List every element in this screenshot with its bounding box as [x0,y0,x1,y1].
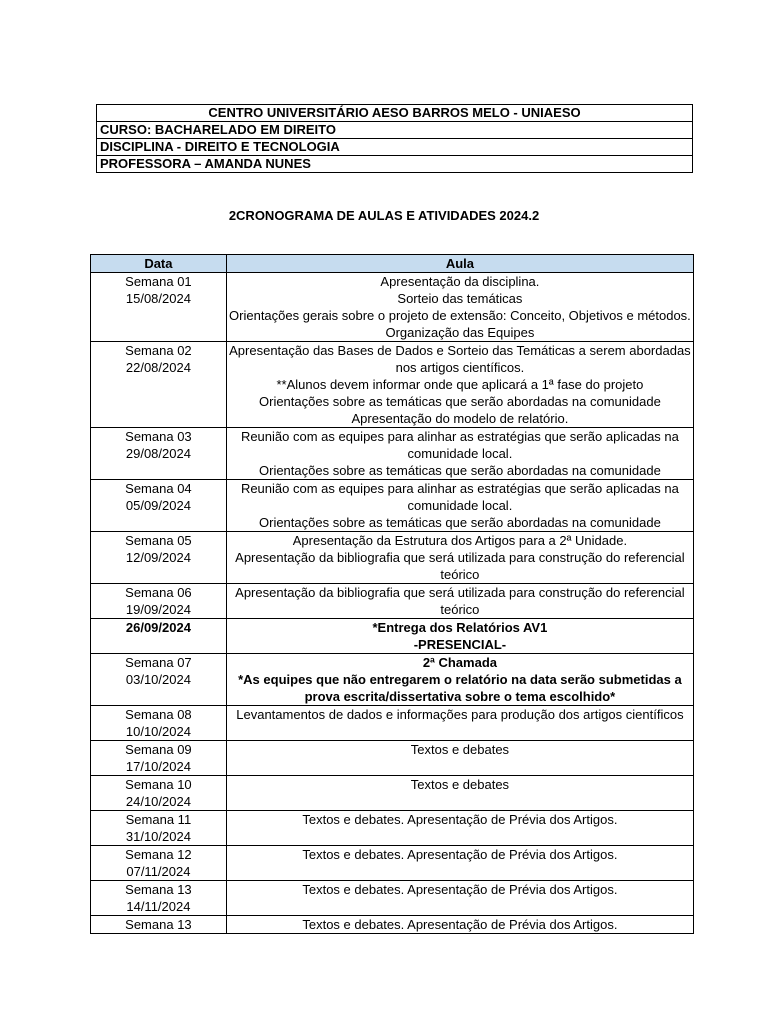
date-line: Semana 10 [125,777,192,792]
aula-line: teórico [440,567,480,582]
date-cell [91,654,227,706]
aula-line: comunidade local. [407,446,513,461]
aula-line: -PRESENCIAL- [413,637,507,652]
aula-line: nos artigos científicos. [395,360,525,375]
date-cell [91,706,227,741]
date-line: 07/11/2024 [126,864,191,879]
table-row [91,846,694,881]
aula-line: Reunião com as equipes para alinhar as estratégias que serão aplicadas na [240,481,679,496]
aula-line: comunidade local. [407,498,513,513]
date-cell [91,619,227,654]
aula-cell [226,342,693,428]
table-row [91,916,694,934]
header-box [96,104,693,173]
date-line: Semana 09 [125,742,192,757]
date-line: 12/09/2024 [125,550,191,565]
date-line: 05/09/2024 [125,498,191,513]
date-cell [91,584,227,619]
table-row [91,480,694,532]
schedule-table [90,254,694,934]
aula-cell [226,881,693,916]
aula-line: Orientações sobre as temáticas que serão abordadas na comunidade [259,463,661,478]
aula-line: Organização das Equipes [385,325,535,340]
date-line: 10/10/2024 [125,724,191,739]
aula-line: 2ª Chamada [422,655,497,670]
aula-line: Orientações sobre as temáticas que serão abordadas na comunidade [259,515,661,530]
date-line: 15/08/2024 [125,291,191,306]
date-cell [91,342,227,428]
table-row [91,881,694,916]
aula-line: Reunião com as equipes para alinhar as estratégias que serão aplicadas na [240,429,679,444]
aula-line: *Entrega dos Relatórios AV1 [372,620,548,635]
date-line: Semana 13 [125,917,192,932]
date-cell [91,532,227,584]
table-row [91,273,694,342]
aula-cell [226,584,693,619]
table-row [91,532,694,584]
date-line: Semana 05 [125,533,192,548]
date-line: 24/10/2024 [125,794,191,809]
schedule-body [91,273,694,934]
course-name: CURSO: BACHARELADO EM DIREITO [97,122,693,139]
table-row [91,654,694,706]
table-row [91,811,694,846]
aula-line: prova escrita/dissertativa sobre o tema escolhido* [304,689,616,704]
aula-line: Apresentação da bibliografia que será utilizada para construção do referencial [235,585,685,600]
aula-cell [226,428,693,480]
column-header-aula: Aula [226,255,693,273]
date-cell [91,811,227,846]
aula-line: teórico [440,602,480,617]
table-row [91,619,694,654]
aula-line: Sorteio das temáticas [397,291,523,306]
aula-cell [226,741,693,776]
aula-cell [226,811,693,846]
aula-line: Textos e debates [410,742,510,757]
date-line: Semana 04 [125,481,192,496]
aula-line: Apresentação da bibliografia que será utilizada para construção do referencial [235,550,685,565]
aula-cell [226,846,693,881]
aula-line: Apresentação da Estrutura dos Artigos para a 2ª Unidade. [292,533,628,548]
table-row [91,741,694,776]
date-cell [91,741,227,776]
date-line: 31/10/2024 [125,829,191,844]
date-line: 19/09/2024 [125,602,191,617]
aula-line: Orientações sobre as temáticas que serão abordadas na comunidade [259,394,661,409]
aula-line: Apresentação do modelo de relatório. [351,411,569,426]
aula-cell [226,776,693,811]
date-line: 03/10/2024 [125,672,191,687]
aula-cell [226,532,693,584]
date-line: Semana 13 [125,882,192,897]
date-cell [91,480,227,532]
date-line: Semana 12 [125,847,192,862]
institution-name: CENTRO UNIVERSITÁRIO AESO BARROS MELO - UNIAESO [97,105,693,122]
aula-cell [226,916,693,934]
date-line: Semana 01 [125,274,192,289]
aula-line: Textos e debates. Apresentação de Prévia dos Artigos. [302,812,618,827]
page-title: 2CRONOGRAMA DE AULAS E ATIVIDADES 2024.2 [228,208,540,223]
aula-line: **Alunos devem informar onde que aplicará a 1ª fase do projeto [276,377,644,392]
date-line: Semana 07 [125,655,192,670]
date-line: Semana 11 [125,812,192,827]
table-row [91,706,694,741]
date-line: 26/09/2024 [125,620,191,635]
professor-name: PROFESSORA – AMANDA NUNES [97,156,693,173]
aula-line: Textos e debates. Apresentação de Prévia dos Artigos. [302,917,618,932]
date-cell [91,273,227,342]
table-row [91,342,694,428]
date-cell [91,916,227,934]
aula-line: *As equipes que não entregarem o relatório na data serão submetidas a [238,672,682,687]
table-row [91,584,694,619]
date-line: 29/08/2024 [125,446,191,461]
date-cell [91,881,227,916]
table-row [91,428,694,480]
aula-cell [226,480,693,532]
date-line: Semana 06 [125,585,192,600]
date-line: Semana 02 [125,343,192,358]
date-line: 22/08/2024 [125,360,191,375]
aula-line: Textos e debates. Apresentação de Prévia dos Artigos. [302,882,618,897]
date-cell [91,846,227,881]
aula-cell [226,273,693,342]
table-row [91,776,694,811]
aula-line: Apresentação das Bases de Dados e Sorteio das Temáticas a serem abordadas [229,343,691,358]
aula-line: Orientações gerais sobre o projeto de extensão: Conceito, Objetivos e métodos. [229,308,691,323]
date-cell [91,428,227,480]
date-line: 17/10/2024 [125,759,191,774]
date-line: 14/11/2024 [126,899,191,914]
aula-cell [226,654,693,706]
aula-cell [226,619,693,654]
date-line: Semana 08 [125,707,192,722]
discipline-name: DISCIPLINA - DIREITO E TECNOLOGIA [97,139,693,156]
date-line: Semana 03 [125,429,192,444]
aula-line: Levantamentos de dados e informações para produção dos artigos científicos [236,707,684,722]
aula-line: Textos e debates [410,777,510,792]
table-header-row [91,255,694,273]
column-header-data: Data [91,255,227,273]
aula-cell [226,706,693,741]
aula-line: Apresentação da disciplina. [380,274,540,289]
date-cell [91,776,227,811]
aula-line: Textos e debates. Apresentação de Prévia dos Artigos. [302,847,618,862]
